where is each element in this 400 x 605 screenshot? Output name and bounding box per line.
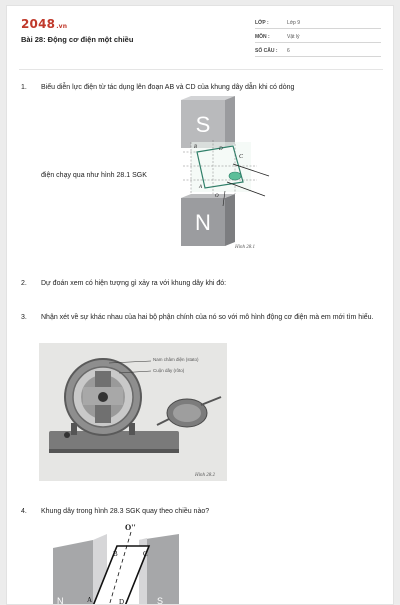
svg-text:C: C — [143, 550, 148, 558]
rotating-frame-diagram — [39, 520, 199, 605]
worksheet-page — [6, 5, 394, 605]
pole-n-label: N — [195, 210, 211, 235]
figure-28-1-caption: Hình 28.1 — [235, 245, 255, 250]
question-text: Dự đoán xem có hiện tượng gì xảy ra với khung dây khi đó: — [41, 280, 227, 287]
svg-text:D: D — [219, 147, 223, 152]
figure-28-2-caption: Hình 28.2 — [195, 473, 215, 478]
motor-photo — [39, 343, 227, 481]
svg-text:O: O — [215, 194, 219, 199]
header-divider — [19, 69, 383, 70]
svg-text:N: N — [57, 596, 64, 605]
question-number: 4. — [21, 508, 27, 515]
question-text: Biểu diễn lực điện từ tác dụng lên đoạn AB và CD của khung dây dẫn khi có dòng — [41, 84, 295, 91]
header — [7, 6, 394, 64]
figure-28-3 — [39, 520, 199, 605]
meta-question-count: SỐ CÂU : 6 — [255, 46, 381, 57]
label-stator: Nam châm điện (stato) — [153, 357, 199, 362]
question-4 — [21, 506, 391, 518]
commutator — [229, 172, 241, 180]
label-rotor: Cuộn dây (rôto) — [153, 368, 185, 373]
figure-28-2 — [39, 343, 227, 481]
question-number: 2. — [21, 280, 27, 287]
svg-text:B: B — [113, 550, 118, 558]
svg-text:A: A — [199, 185, 203, 190]
lesson-title: Bài 28: Động cơ điện một chiều — [21, 35, 134, 44]
figure-28-1 — [177, 96, 272, 254]
meta-subject: MÔN : Vật lý — [255, 32, 381, 43]
question-2 — [21, 278, 391, 290]
meta-grade: LỚP : Lớp 9 — [255, 18, 381, 29]
question-1 — [21, 82, 391, 94]
question-3 — [21, 312, 391, 336]
pole-s-label: S — [195, 112, 211, 137]
question-text: Khung dây trong hình 28.3 SGK quay theo chiều nào? — [41, 508, 210, 515]
svg-text:S: S — [157, 596, 164, 605]
question-number: 1. — [21, 84, 27, 91]
site-logo[interactable]: 2048.vn — [21, 17, 68, 31]
svg-text:C: C — [239, 154, 244, 160]
question-number: 3. — [21, 314, 27, 321]
svg-text:O'': O'' — [125, 523, 136, 532]
question-text: Nhận xét về sự khác nhau của hai bộ phận chính của nó so với mô hình động cơ điện mà em mới tìm hiểu. — [41, 314, 374, 321]
svg-text:A: A — [87, 596, 93, 604]
svg-text:B: B — [194, 145, 198, 150]
question-1-continuation: điện chạy qua như hình 28.1 SGK — [41, 172, 147, 179]
motor-diagram — [177, 96, 272, 254]
svg-text:D: D — [119, 598, 125, 605]
